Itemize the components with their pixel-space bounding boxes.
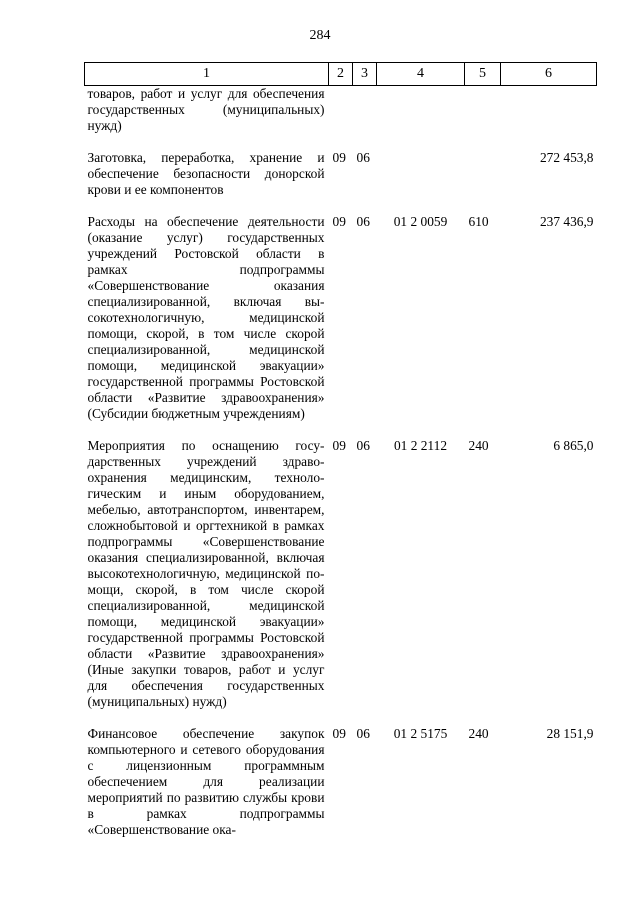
page-number: 284 [309, 28, 331, 43]
row-subsection [353, 86, 377, 135]
header-col-4: 4 [377, 63, 465, 86]
row-target-code: 01 2 5175 [393, 726, 448, 741]
row-description: товаров, работ и услуг для обеспечения государственных (муниципальных) нужд) [87, 86, 325, 133]
row-target-code: 01 2 0059 [393, 214, 448, 229]
row-section: 09 [332, 726, 346, 741]
header-col-1: 1 [85, 63, 329, 86]
row-description: Финансовое обеспечение закупок компьютерного и сетевого оборудования с лицензионным программным обеспечением для реализации мероприятий по развитию службы крови в рамках подпрограммы «Совершенствование ока- [87, 726, 325, 837]
header-col-6: 6 [501, 63, 597, 86]
row-expense-type [465, 134, 501, 198]
header-row [85, 63, 597, 86]
row-description: Заготовка, переработка, хранение и обеспечение безопасности донорской крови и ее компонентов [87, 150, 325, 197]
row-description: Мероприятия по оснащению государственных учреждений здравоохранения медицинским, технологическим и иным оборудованием, мебелью, автотранспортом, инвентарем, сложнобытовой и оргтехникой в рамках подпрограммы «Совершенствование оказания специализированной, включая высокотехнологичную, медицинской помощи, скорой, в том числе скорой специализированной, медицинской помощи, медицинской эвакуации» государственной программы Ростовской области «Развитие здравоохранения» (Иные закупки товаров, работ и услуг для обеспечения государственных (муниципальных) нужд) [87, 438, 325, 709]
table-row [85, 422, 597, 710]
row-amount: 6 865,0 [553, 438, 594, 453]
row-expense-type: 610 [468, 214, 489, 229]
table-row [85, 134, 597, 198]
row-expense-type [465, 86, 501, 135]
row-subsection: 06 [356, 726, 370, 741]
row-subsection: 06 [356, 150, 370, 165]
row-section: 09 [332, 150, 346, 165]
row-subsection: 06 [356, 438, 370, 453]
header-col-5: 5 [465, 63, 501, 86]
row-expense-type: 240 [468, 438, 489, 453]
row-amount: 272 453,8 [539, 150, 594, 165]
budget-table [84, 62, 597, 838]
row-section: 09 [332, 214, 346, 229]
row-subsection: 06 [356, 214, 370, 229]
row-expense-type: 240 [468, 726, 489, 741]
row-section [329, 86, 353, 135]
row-amount [501, 86, 597, 135]
table-row [85, 86, 597, 135]
header-col-3: 3 [353, 63, 377, 86]
row-section: 09 [332, 438, 346, 453]
row-target-code [377, 134, 465, 198]
row-description: Расходы на обеспечение деятельности (оказание услуг) государственных учреждений Ростовской области в рамках подпрограммы «Совершенствование оказания специализированной, включая высокотехнологичную, медицинской помощи, скорой, в том числе скорой специализированной, медицинской помощи, медицинской эвакуации» государственной программы Ростовской области «Развитие здравоохранения» (Субсидии бюджетным учреждениям) [87, 214, 325, 421]
row-target-code: 01 2 2112 [393, 438, 448, 453]
table-row [85, 710, 597, 838]
row-amount: 237 436,9 [539, 214, 594, 229]
header-col-2: 2 [329, 63, 353, 86]
row-amount: 28 151,9 [546, 726, 594, 741]
row-target-code [377, 86, 465, 135]
table-row [85, 198, 597, 422]
